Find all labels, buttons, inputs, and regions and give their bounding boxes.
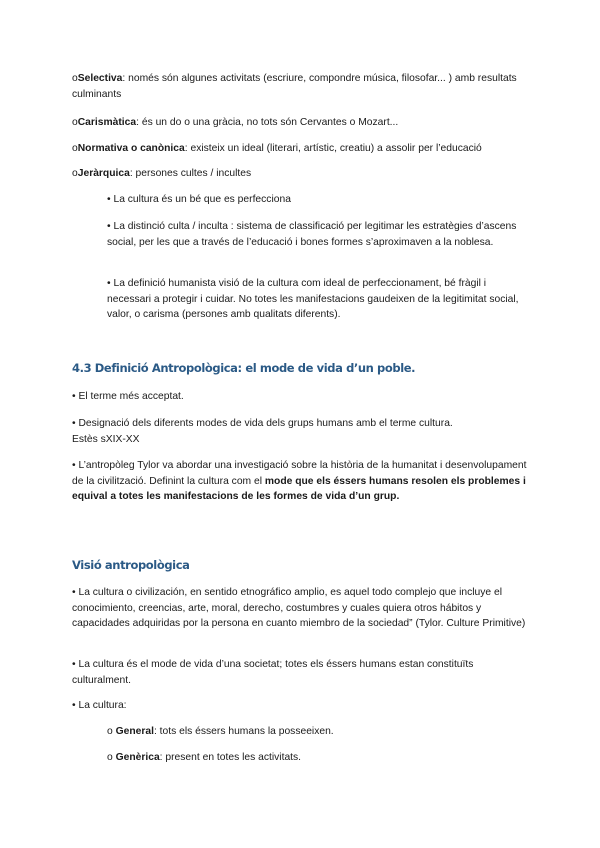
paragraph-tylor: • L’antropòleg Tylor va abordar una investigació sobre la història de la humanitat i desenvolupament de la civilització. Definint la cultura com el mode que els éssers humans resolen els problemes i equival a totes les manifestacions de les formes de vida d’un grup. — [72, 460, 527, 503]
bullet-humanista: • La definició humanista visió de la cultura com ideal de perfeccionament, bé fràgil i necessari a protegir i cuidar. No totes les manifestacions gaudeixen de la legitimitat social, valor, o carisma (persones amb qualitats diferents). — [107, 278, 519, 321]
list-item-normativa: oNormativa o canònica: existeix un ideal (literari, artístic, creatiu) a assolir per l’educació — [72, 143, 482, 154]
section-heading-4-3: 4.3 Definició Antropològica: el mode de vida d’un poble. — [72, 361, 416, 375]
bullet-perfecciona: • La cultura és un bé que es perfecciona — [107, 194, 291, 205]
paragraph-mode-vida: • La cultura és el mode de vida d’una societat; totes els éssers humans estan constituïts culturalment. — [72, 659, 474, 686]
bullet-distincio: • La distinció culta / inculta : sistema de classificació per legitimar les estratègies d’ascens social, per les que a través de l’educació i bones formes s’aproximaven a la noblesa. — [107, 221, 517, 248]
sub-item-generica: o Genèrica: present en totes les activitats. — [107, 752, 302, 763]
list-item-jerarquica: oJeràrquica: persones cultes / incultes — [72, 168, 252, 179]
list-item-selectiva: oSelectiva: només són algunes activitats (escriure, compondre música, filosofar... ) amb resultats culminants — [72, 73, 517, 100]
sub-item-general: o General: tots els éssers humans la posseeixen. — [107, 726, 334, 737]
paragraph-terme: • El terme més acceptat. — [72, 391, 184, 402]
paragraph-la-cultura: • La cultura: — [72, 700, 127, 711]
paragraph-tylor-quote: • La cultura o civilización, en sentido etnográfico amplio, es aquel todo complejo que incluye el conocimiento, creencias, arte, moral, derecho, costumbres y cuales quiera otros hábitos y capacidades adquiridas por la persona en cuanto miembro de la sociedad” (Tylor. Culture Primitive) — [72, 587, 526, 630]
section-heading-visio: Visió antropològica — [72, 558, 190, 572]
paragraph-designacio: • Designació dels diferents modes de vida dels grups humans amb el terme cultura. Estès sXIX-XX — [72, 418, 453, 445]
list-item-carismatica: oCarismàtica: és un do o una gràcia, no tots són Cervantes o Mozart... — [72, 117, 399, 128]
